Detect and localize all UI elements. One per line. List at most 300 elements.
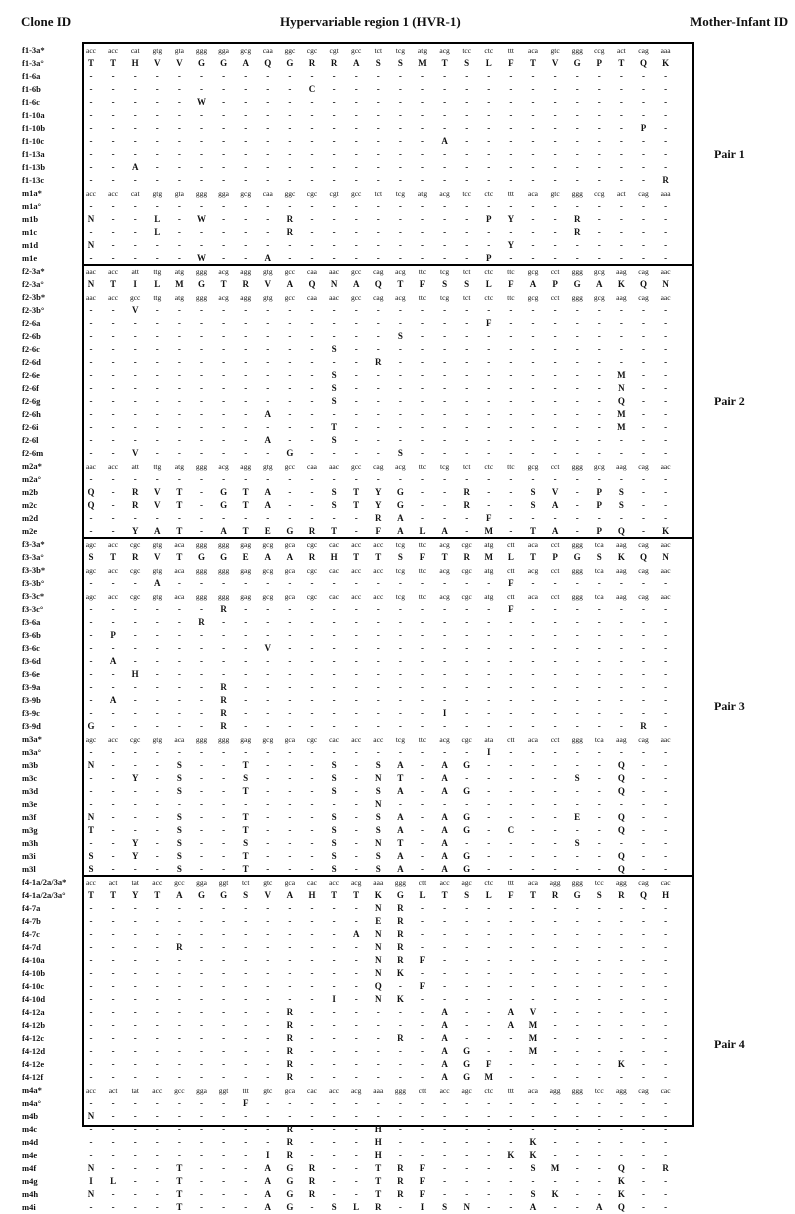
table-cell: -: [266, 578, 270, 588]
table-cell: -: [487, 435, 491, 445]
table-cell: -: [398, 643, 402, 653]
table-cell: -: [421, 84, 424, 94]
table-cell: -: [133, 175, 137, 185]
table-cell: -: [619, 1124, 623, 1134]
table-cell: -: [288, 331, 292, 341]
table-cell: -: [155, 929, 159, 939]
table-cell: -: [531, 422, 535, 432]
table-cell: -: [177, 669, 181, 679]
table-cell: ggg: [571, 1086, 583, 1095]
table-cell: -: [354, 578, 358, 588]
table-cell: -: [421, 994, 424, 1004]
table-cell: -: [421, 383, 424, 393]
table-cell: cgc: [461, 566, 472, 575]
table-cell: Y: [375, 487, 382, 497]
table-cell: -: [310, 1137, 314, 1147]
table-cell: -: [398, 214, 402, 224]
table-cell: -: [288, 253, 292, 263]
table-cell: Q: [374, 279, 382, 289]
table-cell: -: [398, 201, 402, 211]
table-cell: -: [664, 968, 668, 978]
table-cell: -: [398, 253, 402, 263]
table-cell: ggg: [217, 592, 230, 601]
table-cell: -: [133, 955, 137, 965]
table-cell: -: [133, 344, 137, 354]
table-cell: -: [575, 71, 579, 81]
table-cell: -: [531, 71, 535, 81]
table-cell: tcg: [395, 189, 405, 198]
table-cell: agg: [615, 1086, 627, 1095]
table-cell: -: [332, 84, 336, 94]
table-cell: -: [310, 682, 314, 692]
table-cell: -: [177, 1072, 181, 1082]
table-cell: -: [398, 136, 402, 146]
table-cell: R: [220, 708, 227, 718]
table-cell: -: [244, 136, 248, 146]
table-cell: cat: [130, 46, 140, 55]
table-cell: -: [222, 786, 226, 796]
table-cell: -: [155, 708, 159, 718]
table-cell: -: [509, 97, 513, 107]
table-cell: -: [133, 1124, 137, 1134]
clone-id-label: f4-10d: [22, 994, 46, 1004]
table-cell: -: [133, 383, 137, 393]
table-cell: ggg: [217, 566, 230, 575]
table-cell: -: [597, 175, 601, 185]
table-cell: N: [87, 240, 95, 250]
table-cell: -: [465, 149, 469, 159]
table-cell: -: [133, 643, 137, 653]
table-cell: -: [354, 370, 358, 380]
table-cell: -: [155, 1189, 159, 1199]
table-cell: -: [376, 695, 380, 705]
table-cell: ccg: [594, 189, 605, 198]
table-cell: R: [375, 1202, 382, 1212]
table-cell: cgc: [129, 540, 141, 549]
table-cell: -: [222, 760, 226, 770]
table-cell: -: [354, 214, 358, 224]
table-cell: -: [89, 981, 93, 991]
table-cell: R: [662, 175, 669, 185]
table-cell: -: [619, 149, 623, 159]
table-cell: aaa: [660, 189, 671, 198]
table-cell: -: [376, 123, 380, 133]
table-cell: -: [487, 968, 491, 978]
table-cell: -: [288, 487, 292, 497]
table-cell: -: [155, 682, 159, 692]
table-cell: -: [443, 383, 447, 393]
table-cell: -: [111, 110, 115, 120]
table-cell: -: [509, 981, 513, 991]
table-cell: agg: [549, 1086, 561, 1095]
table-cell: -: [531, 864, 535, 874]
table-cell: -: [597, 643, 601, 653]
table-cell: T: [441, 890, 448, 900]
clone-id-label: f4-1a/2a/3a*: [22, 877, 67, 887]
table-cell: -: [266, 1111, 270, 1121]
table-cell: A: [397, 760, 404, 770]
table-cell: -: [155, 344, 159, 354]
table-cell: -: [310, 110, 314, 120]
table-cell: -: [288, 903, 292, 913]
clone-id-label: f1-10b: [22, 123, 46, 133]
table-cell: T: [87, 58, 94, 68]
table-cell: tca: [594, 540, 604, 549]
table-cell: -: [310, 799, 314, 809]
table-cell: -: [310, 1033, 314, 1043]
table-cell: -: [155, 123, 159, 133]
table-cell: -: [465, 799, 469, 809]
table-cell: cct: [550, 267, 560, 276]
table-cell: -: [443, 240, 447, 250]
table-cell: gcc: [174, 1086, 185, 1095]
table-cell: A: [441, 1033, 448, 1043]
table-cell: -: [155, 630, 159, 640]
clone-id-label: m1a*: [22, 188, 42, 198]
clone-id-label: f4-12b: [22, 1020, 46, 1030]
table-cell: -: [133, 84, 137, 94]
table-cell: -: [465, 578, 469, 588]
table-cell: T: [397, 279, 404, 289]
clone-id-label: f3-3a°: [22, 552, 44, 562]
table-cell: -: [310, 175, 314, 185]
table-cell: -: [244, 305, 248, 315]
table-cell: -: [332, 578, 336, 588]
table-cell: T: [441, 552, 448, 562]
table-cell: -: [642, 1150, 645, 1160]
table-cell: -: [111, 500, 115, 510]
clone-id-label: f3-6e: [22, 669, 40, 679]
table-cell: ttc: [418, 592, 427, 601]
table-cell: -: [111, 201, 115, 211]
clone-id-label: m2c: [22, 500, 38, 510]
table-cell: K: [374, 890, 382, 900]
table-cell: -: [509, 1137, 513, 1147]
table-cell: -: [531, 630, 535, 640]
table-cell: -: [133, 1137, 137, 1147]
table-cell: -: [553, 968, 557, 978]
table-cell: -: [443, 916, 447, 926]
table-cell: -: [575, 500, 579, 510]
table-cell: -: [266, 916, 270, 926]
table-cell: -: [244, 1020, 248, 1030]
table-cell: -: [222, 1176, 226, 1186]
table-cell: cct: [550, 462, 560, 471]
table-cell: -: [465, 253, 469, 263]
table-cell: H: [662, 890, 670, 900]
table-cell: -: [443, 643, 447, 653]
table-cell: -: [89, 84, 93, 94]
table-cell: aca: [174, 540, 185, 549]
table-cell: -: [310, 1098, 314, 1108]
table-cell: -: [133, 1202, 137, 1212]
table-cell: -: [266, 448, 270, 458]
table-cell: -: [200, 825, 203, 835]
table-cell: -: [443, 123, 447, 133]
table-cell: -: [244, 643, 248, 653]
table-cell: ctt: [507, 735, 515, 744]
table-cell: -: [155, 669, 159, 679]
table-cell: -: [111, 578, 115, 588]
table-cell: -: [465, 1124, 469, 1134]
table-cell: -: [200, 994, 203, 1004]
table-cell: M: [617, 422, 626, 432]
table-cell: A: [109, 656, 117, 666]
table-cell: -: [398, 1020, 402, 1030]
table-cell: -: [531, 903, 535, 913]
table-cell: -: [133, 1111, 137, 1121]
clone-id-label: m2d: [22, 513, 39, 523]
table-cell: ggg: [195, 566, 208, 575]
table-cell: F: [242, 1098, 249, 1108]
table-cell: -: [509, 71, 513, 81]
table-cell: tcc: [462, 189, 472, 198]
mother-infant-header: Mother-Infant ID: [690, 14, 789, 29]
table-cell: ttt: [507, 1086, 515, 1095]
table-cell: -: [354, 994, 358, 1004]
table-cell: Q: [617, 864, 625, 874]
table-cell: -: [111, 409, 115, 419]
table-cell: -: [266, 71, 270, 81]
table-cell: atg: [484, 592, 494, 601]
table-cell: Q: [639, 279, 647, 289]
table-cell: -: [111, 383, 115, 393]
table-cell: -: [664, 435, 668, 445]
table-cell: acc: [108, 735, 119, 744]
table-cell: -: [597, 383, 601, 393]
table-cell: -: [642, 682, 645, 692]
table-cell: -: [553, 71, 557, 81]
table-cell: -: [421, 1046, 424, 1056]
table-cell: -: [310, 448, 314, 458]
table-cell: R: [308, 552, 316, 562]
table-cell: act: [108, 878, 118, 887]
table-cell: -: [553, 773, 557, 783]
table-cell: gag: [240, 735, 252, 744]
table-cell: -: [487, 448, 491, 458]
table-cell: -: [222, 344, 226, 354]
table-cell: F: [508, 890, 514, 900]
table-cell: -: [465, 370, 469, 380]
table-cell: -: [465, 526, 469, 536]
table-cell: A: [441, 773, 448, 783]
table-cell: -: [487, 227, 491, 237]
table-cell: -: [509, 1124, 513, 1134]
table-cell: -: [200, 721, 203, 731]
clone-id-label: f2-6g: [22, 396, 41, 406]
table-cell: cgt: [329, 189, 339, 198]
table-cell: -: [642, 435, 645, 445]
table-cell: -: [155, 1202, 159, 1212]
table-cell: -: [155, 1150, 159, 1160]
table-cell: -: [244, 578, 248, 588]
table-cell: gta: [174, 46, 184, 55]
table-cell: -: [642, 838, 645, 848]
table-cell: -: [597, 825, 601, 835]
table-cell: -: [244, 227, 248, 237]
table-cell: gcg: [262, 540, 274, 549]
table-cell: -: [266, 305, 270, 315]
table-cell: -: [244, 448, 248, 458]
table-cell: -: [310, 903, 314, 913]
table-cell: -: [443, 149, 447, 159]
table-cell: -: [487, 929, 491, 939]
table-cell: -: [111, 474, 115, 484]
table-cell: -: [575, 409, 579, 419]
table-cell: cac: [660, 878, 671, 887]
table-cell: gtc: [263, 878, 273, 887]
table-cell: -: [288, 162, 292, 172]
table-cell: -: [664, 799, 668, 809]
table-cell: -: [177, 149, 181, 159]
table-cell: -: [244, 240, 248, 250]
table-cell: -: [487, 1020, 491, 1030]
table-cell: -: [421, 305, 424, 315]
table-cell: -: [354, 448, 358, 458]
table-cell: T: [242, 786, 249, 796]
table-cell: -: [111, 513, 115, 523]
table-cell: -: [155, 955, 159, 965]
table-cell: -: [487, 838, 491, 848]
table-cell: -: [310, 1111, 314, 1121]
table-cell: -: [421, 1098, 424, 1108]
table-cell: -: [642, 331, 645, 341]
table-cell: P: [596, 526, 603, 536]
table-cell: R: [220, 604, 227, 614]
table-cell: N: [375, 942, 382, 952]
table-cell: -: [575, 136, 579, 146]
table-cell: A: [441, 526, 448, 536]
table-cell: -: [642, 175, 645, 185]
table-cell: N: [375, 838, 382, 848]
table-cell: ggg: [394, 1086, 407, 1095]
table-cell: -: [619, 838, 623, 848]
table-cell: -: [664, 838, 668, 848]
table-cell: -: [664, 630, 668, 640]
table-cell: -: [111, 253, 115, 263]
table-cell: -: [642, 71, 645, 81]
table-cell: -: [531, 318, 535, 328]
table-cell: G: [573, 552, 581, 562]
table-cell: V: [154, 500, 161, 510]
table-cell: -: [266, 1124, 270, 1134]
table-cell: -: [332, 318, 336, 328]
table-cell: -: [531, 435, 535, 445]
table-cell: -: [332, 903, 336, 913]
table-cell: S: [596, 890, 602, 900]
table-cell: -: [111, 968, 115, 978]
clone-id-label: f3-9a: [22, 682, 41, 692]
table-cell: -: [553, 695, 557, 705]
table-cell: gag: [240, 540, 252, 549]
table-cell: S: [176, 825, 182, 835]
table-cell: -: [642, 786, 645, 796]
table-cell: -: [288, 71, 292, 81]
table-cell: -: [133, 110, 137, 120]
clone-id-label: m3a°: [22, 747, 41, 757]
table-cell: -: [664, 136, 668, 146]
table-cell: -: [177, 305, 181, 315]
table-cell: -: [200, 838, 203, 848]
table-cell: -: [664, 942, 668, 952]
table-cell: cag: [638, 566, 649, 575]
table-cell: -: [553, 1072, 557, 1082]
table-cell: -: [421, 110, 424, 120]
table-cell: -: [200, 383, 203, 393]
table-cell: -: [509, 383, 513, 393]
table-cell: -: [597, 682, 601, 692]
table-cell: -: [288, 617, 292, 627]
table-cell: -: [619, 1007, 623, 1017]
table-cell: -: [89, 1046, 93, 1056]
table-cell: -: [398, 149, 402, 159]
table-cell: -: [310, 825, 314, 835]
table-cell: -: [133, 1007, 137, 1017]
table-cell: A: [596, 279, 603, 289]
table-cell: -: [354, 721, 358, 731]
table-cell: -: [553, 747, 557, 757]
table-cell: -: [354, 383, 358, 393]
table-cell: -: [177, 383, 181, 393]
table-cell: -: [575, 448, 579, 458]
table-cell: -: [398, 305, 402, 315]
table-cell: -: [531, 773, 535, 783]
table-cell: -: [288, 383, 292, 393]
table-cell: ctt: [418, 1086, 427, 1095]
table-cell: aca: [174, 735, 185, 744]
table-cell: R: [286, 214, 294, 224]
table-cell: G: [220, 58, 228, 68]
table-cell: -: [133, 578, 137, 588]
table-cell: -: [509, 851, 513, 861]
table-cell: V: [131, 448, 139, 458]
table-cell: -: [244, 669, 248, 679]
table-cell: -: [111, 955, 115, 965]
table-cell: -: [664, 1189, 668, 1199]
table-cell: G: [463, 1059, 471, 1069]
table-cell: -: [398, 240, 402, 250]
table-cell: aag: [616, 540, 627, 549]
table-cell: K: [529, 1137, 537, 1147]
table-cell: -: [619, 1072, 623, 1082]
table-cell: -: [177, 903, 181, 913]
table-cell: acc: [108, 566, 119, 575]
table-cell: -: [376, 643, 380, 653]
table-cell: Q: [617, 851, 625, 861]
table-cell: -: [244, 916, 248, 926]
table-cell: gga: [196, 1086, 207, 1095]
table-cell: -: [642, 799, 645, 809]
table-cell: -: [531, 214, 535, 224]
table-cell: -: [465, 344, 469, 354]
table-cell: G: [463, 786, 471, 796]
table-cell: -: [244, 1150, 248, 1160]
table-cell: -: [553, 617, 557, 627]
clone-id-label: f4-12d: [22, 1046, 46, 1056]
table-cell: -: [177, 578, 181, 588]
table-cell: -: [111, 643, 115, 653]
table-cell: -: [531, 97, 535, 107]
clone-id-label: f4-7a: [22, 903, 41, 913]
table-cell: -: [332, 305, 336, 315]
table-cell: -: [200, 981, 203, 991]
table-cell: A: [441, 760, 448, 770]
table-cell: V: [154, 552, 161, 562]
table-cell: -: [597, 708, 601, 718]
table-cell: K: [396, 994, 404, 1004]
table-cell: -: [332, 968, 336, 978]
table-cell: -: [376, 747, 380, 757]
